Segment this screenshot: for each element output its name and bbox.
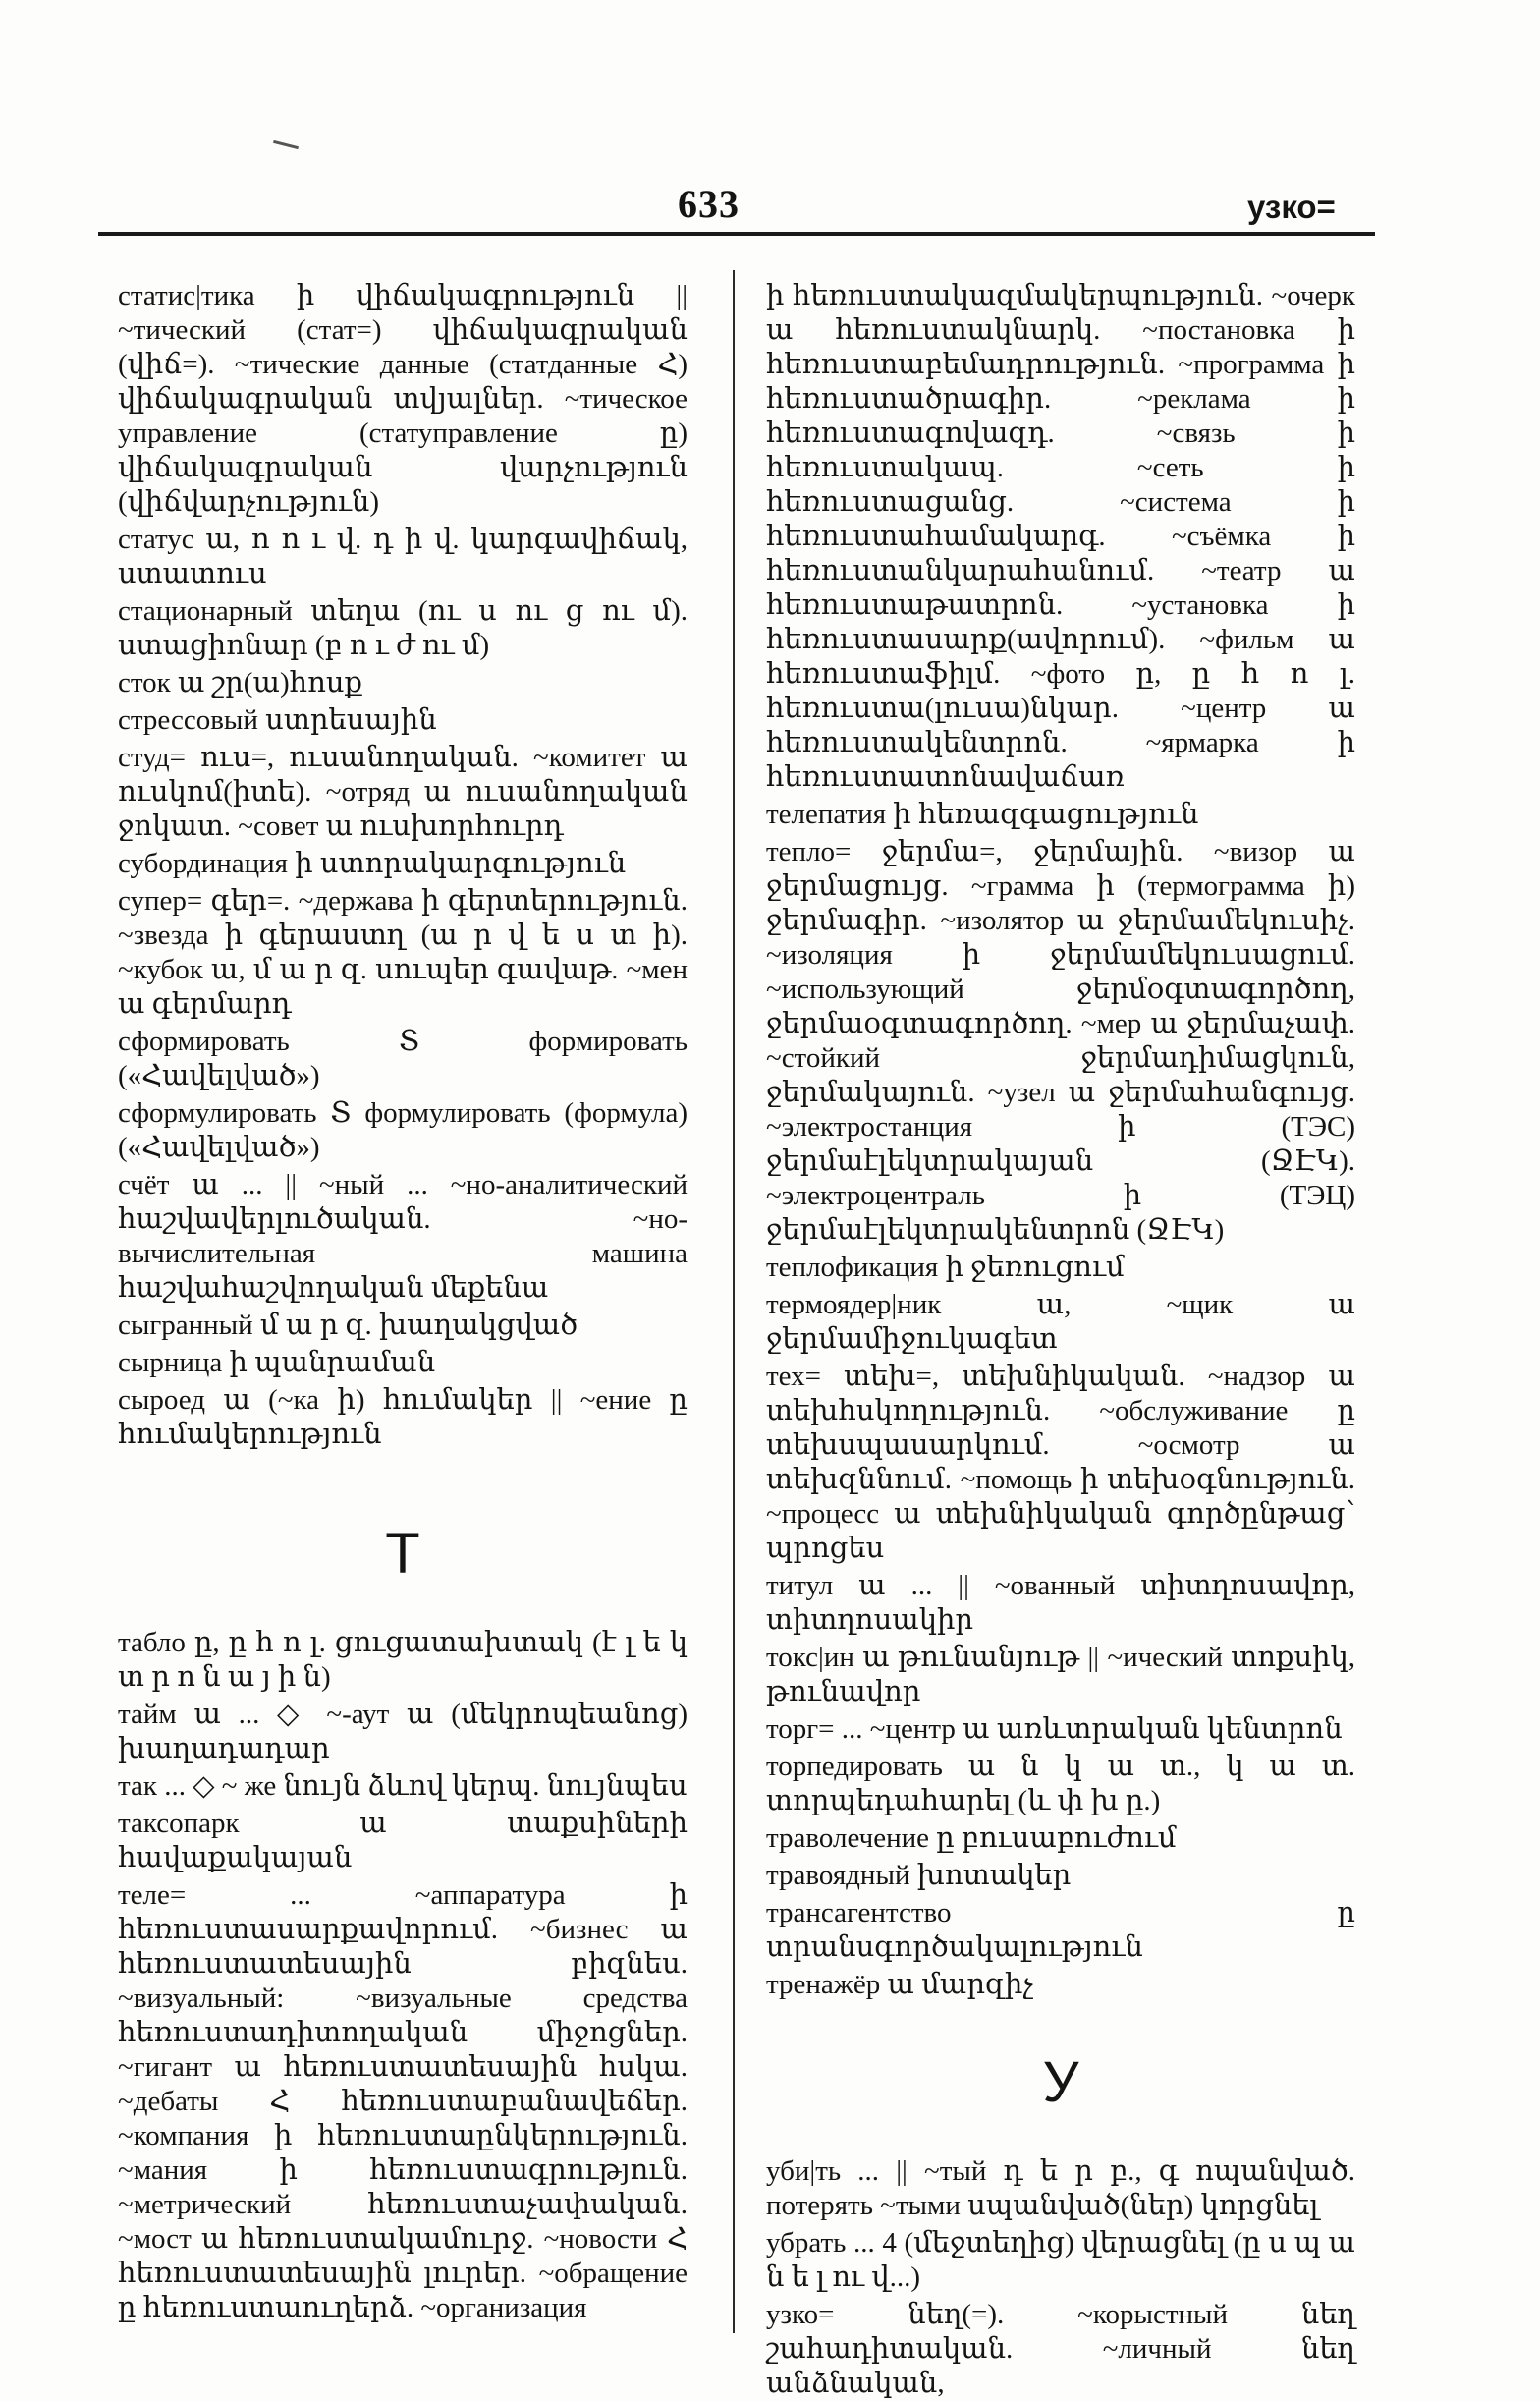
letter-heading: У <box>1042 2050 1079 2114</box>
dictionary-entry: телепатия ի հեռազգացություն <box>766 799 1199 830</box>
dictionary-entry: таксопарк ա տաքսիների հավաքակայան <box>118 1808 688 1873</box>
dictionary-entry: ի հեռուստակազմակերպություն. ~очерк ա հեռուստակնարկ. ~постановка ի հեռուստաբեմադրություն. ~программа ի հեռուստածրագիր. ~реклама ի հեռուստագովազդ. ~связь ի հեռուստակապ. ~сеть ի հեռուստացանց. ~система ի հեռուստահամակարգ. ~съёмка ի հեռուստանկարահանում. ~театр ա հեռուստաթատրոն. ~установка ի հեռուստասարք(ավորում). ~фильм ա հեռուստաֆիլմ. ~фото ը, ը հ ո լ. հեռուստա(լուսա)նկար. ~центр ա հեռուստակենտրոն. ~ярмарка ի հեռուստատոնավաճառ <box>766 280 1355 793</box>
dictionary-entry: теле= ... ~аппаратура ի հեռուստասարքավորում. ~бизнес ա հեռուստատեսային բիզնես. ~визуальный: ~визуальные средства հեռուստադիտողական միջոցներ. ~гигант ա հեռուստատեսային հսկա. ~дебаты Հ հեռուստաբանավեճեր. ~компания ի հեռուստաընկերություն. ~мания ի հեռուստագրություն. ~метрический հեռուստաչափական. ~мост ա հեռուստակամուրջ. ~новости Հ հեռուստատեսային լուրեր. ~обращение ը հեռուստաուղերձ. ~организация <box>118 1879 688 2323</box>
dictionary-entry: стационарный տեղա (ու ս ու ց ու մ). ստացիոնար (բ ո ւ ժ ու մ) <box>118 595 688 661</box>
dictionary-entry: трансагентство ը տրանսգործակալություն <box>766 1897 1355 1963</box>
dictionary-entry: сыгранный մ ա ր զ. խաղակցված <box>118 1310 578 1341</box>
dictionary-entry: сырница ի պանրաման <box>118 1347 436 1378</box>
dictionary-entry: студ= ուս=, ուսանողական. ~комитет ա ուսկոմ(իտե). ~отряд ա ուսանողական ջոկատ. ~совет ա ուսխորհուրդ <box>118 742 688 842</box>
dictionary-entry: сыроед ա (~ка ի) հումակեր || ~ение ը հումակերություն <box>118 1384 688 1450</box>
header-rule <box>98 232 1375 236</box>
dictionary-entry: тайм ա ... ◇ ~-аут ա (մեկրոպեանոց) խաղադադար <box>118 1699 688 1764</box>
dictionary-entry: теплофикация ի ջեռուցում <box>766 1252 1125 1283</box>
dictionary-entry: тренажёр ա մարզիչ <box>766 1969 1034 2000</box>
dictionary-entry: торпедировать ա ն կ ա տ., կ ա տ. տորպեդահարել (և փ խ ը.) <box>766 1751 1355 1816</box>
column-divider <box>733 270 735 2333</box>
dictionary-entry: тех= տեխ=, տեխնիկական. ~надзор ա տեխհսկողություն. ~обслуживание ը տեխսպասարկում. ~осмотр ա տեխզննում. ~помощь ի տեխօգնություն. ~процесс ա տեխնիկական գործընթաց՝ պրոցես <box>766 1361 1355 1564</box>
dictionary-entry: сформулировать Տ формулировать (формула) («Հավելված») <box>118 1097 688 1163</box>
page-number: 633 <box>678 182 740 226</box>
dictionary-entry: сформировать Տ формировать («Հավելված») <box>118 1026 688 1091</box>
dictionary-entry: субординация ի ստորակարգություն <box>118 848 627 879</box>
dictionary-entry: супер= գեր=. ~держава ի գերտերություն. ~звезда ի գերաստղ (ա ր վ ե ս տ ի). ~кубок ա, մ ա ր զ. սուպեր գավաթ. ~мен ա գերմարդ <box>118 885 688 1020</box>
dictionary-entry: термоядер|ник ա, ~щик ա ջերմամիջուկագետ <box>766 1289 1355 1355</box>
running-head: узко= <box>1247 189 1336 225</box>
dictionary-entry: тепло= ջերմա=, ջերմային. ~визор ա ջերմացույց. ~грамма ի (термограмма ի) ջերմագիր. ~изолятор ա ջերմամեկուսիչ. ~изоляция ի ջերմամեկուսացում. ~использующий ջերմօգտագործող, ջերմաօգտագործող. ~мер ա ջերմաչափ. ~стойкий ջերմադիմացկուն, ջերմակայուն. ~узел ա ջերմահանգույց. ~электростанция ի (ТЭС) ջերմաէլեկտրակայան (ՋԷԿ). ~электроцентраль ի (ТЭЦ) ջերմաէլեկտրակենտրոն (ՋԷԿ) <box>766 836 1355 1246</box>
dictionary-entry: убрать ... 4 (մեջտեղից) վերացնել (ը ս պ ա ն ե լ ու վ...) <box>766 2227 1355 2293</box>
stray-mark <box>273 140 299 149</box>
dictionary-entry: табло ը, ը հ ո լ. ցուցատախտակ (է լ ե կ տ ր ո ն ա յ ի ն) <box>118 1627 688 1693</box>
left-column <box>118 279 688 2322</box>
dictionary-entry: сток ա շր(ա)հոսք <box>118 667 363 698</box>
dictionary-entry: статус ա, ո ո ւ վ. դ ի վ. կարգավիճակ, ստատուս <box>118 524 688 589</box>
dictionary-entry: стрессовый ստրեսային <box>118 704 437 736</box>
dictionary-entry: торг= ... ~центр ա առևտրական կենտրոն <box>766 1713 1343 1745</box>
dictionary-entry: травоядный խոտակեր <box>766 1860 1072 1891</box>
dictionary-entry: статис|тика ի վիճակագրություն || ~тический (стат=) վիճակագրական (վիճ=). ~тические данные (статданные Հ) վիճակագրական տվյալներ. ~тическое управление (статуправление ը) վիճակագրական վարչություն (վիճվարչություն) <box>118 280 688 518</box>
dictionary-entry: уби|ть ... || ~тый դ ե ր բ., գ ոպանված. потерять ~тыми սպանված(ներ) կորցնել <box>766 2155 1355 2221</box>
dictionary-entry: так ... ◇ ~ же նույն ձևով կերպ. նույնպես <box>118 1770 688 1802</box>
dictionary-entry: счёт ա ... || ~ный ... ~но-аналитический հաշվավերլուծական. ~но-вычислительная машина հաշվահաշվողական մեքենա <box>118 1169 688 1304</box>
dictionary-entry: траволечение ը բուսաբուժում <box>766 1822 1177 1854</box>
dictionary-entry: токс|ин ա թունանյութ || ~ический տոքսիկ, թունավոր <box>766 1642 1355 1707</box>
dictionary-entry: узко= նեղ(=). ~корыстный նեղ շահադիտական. ~личный նեղ անձնական, <box>766 2299 1355 2399</box>
letter-heading: Т <box>385 1522 420 1586</box>
right-column <box>766 279 1355 2399</box>
dictionary-entry: титул ա ... || ~ованный տիտղոսավոր, տիտղոսակիր <box>766 1570 1355 1636</box>
